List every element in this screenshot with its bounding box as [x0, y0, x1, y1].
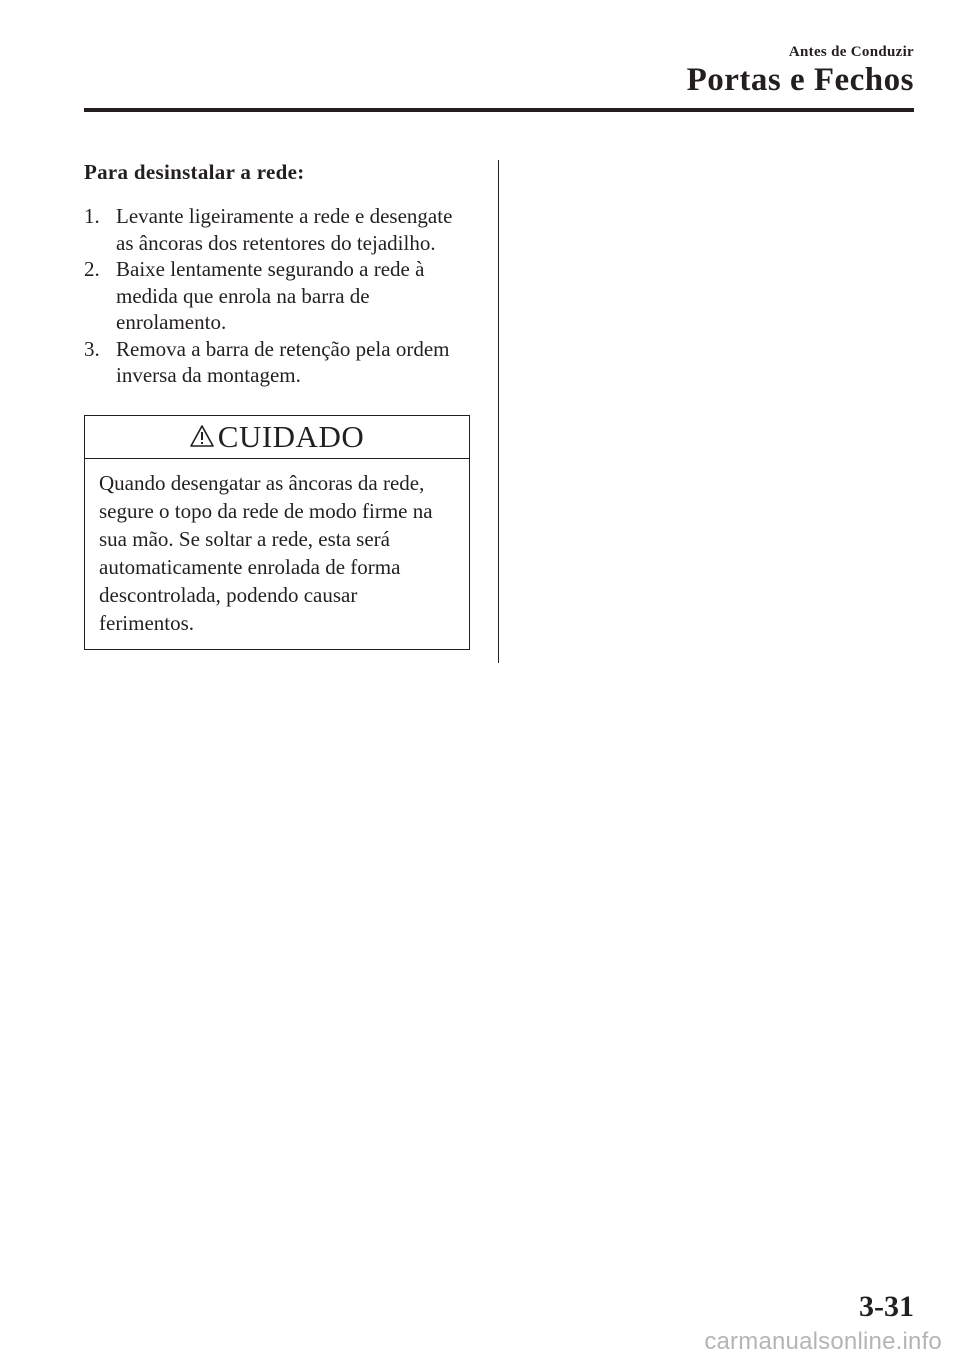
list-item: [84, 336, 474, 389]
step-text: Levante ligeiramente a rede e desengate as âncoras dos retentores do tejadilho.: [116, 204, 453, 255]
page-title: Portas e Fechos: [686, 62, 914, 98]
step-text: Baixe lentamente segurando a rede à medida que enrola na barra de enrolamento.: [116, 257, 425, 334]
step-number: 3.: [84, 336, 100, 361]
header-rule: [84, 108, 914, 112]
column-divider: [498, 160, 499, 663]
step-text: Remova a barra de retenção pela ordem inversa da montagem.: [116, 336, 450, 387]
list-item: [84, 203, 474, 256]
list-item: [84, 256, 474, 336]
caution-header: [85, 416, 469, 459]
steps-list: [84, 203, 474, 389]
watermark: carmanualsonline.info: [704, 1328, 942, 1355]
main-column: [84, 160, 474, 650]
step-number: 1.: [84, 204, 100, 228]
header-section-label: Antes de Conduzir: [788, 44, 914, 60]
warning-triangle-icon: [190, 425, 214, 447]
section-heading: Para desinstalar a rede:: [84, 160, 305, 184]
caution-title: CUIDADO: [217, 418, 365, 454]
step-number: 2.: [84, 257, 100, 281]
caution-box: [84, 415, 470, 650]
caution-text: Quando desengatar as âncoras da rede, segure o topo da rede de modo firme na sua mão. Se soltar a rede, esta será automaticamente enrolada de forma descontrolada, podendo causar ferimentos.: [99, 470, 433, 635]
page-number: 3-31: [859, 1290, 914, 1323]
